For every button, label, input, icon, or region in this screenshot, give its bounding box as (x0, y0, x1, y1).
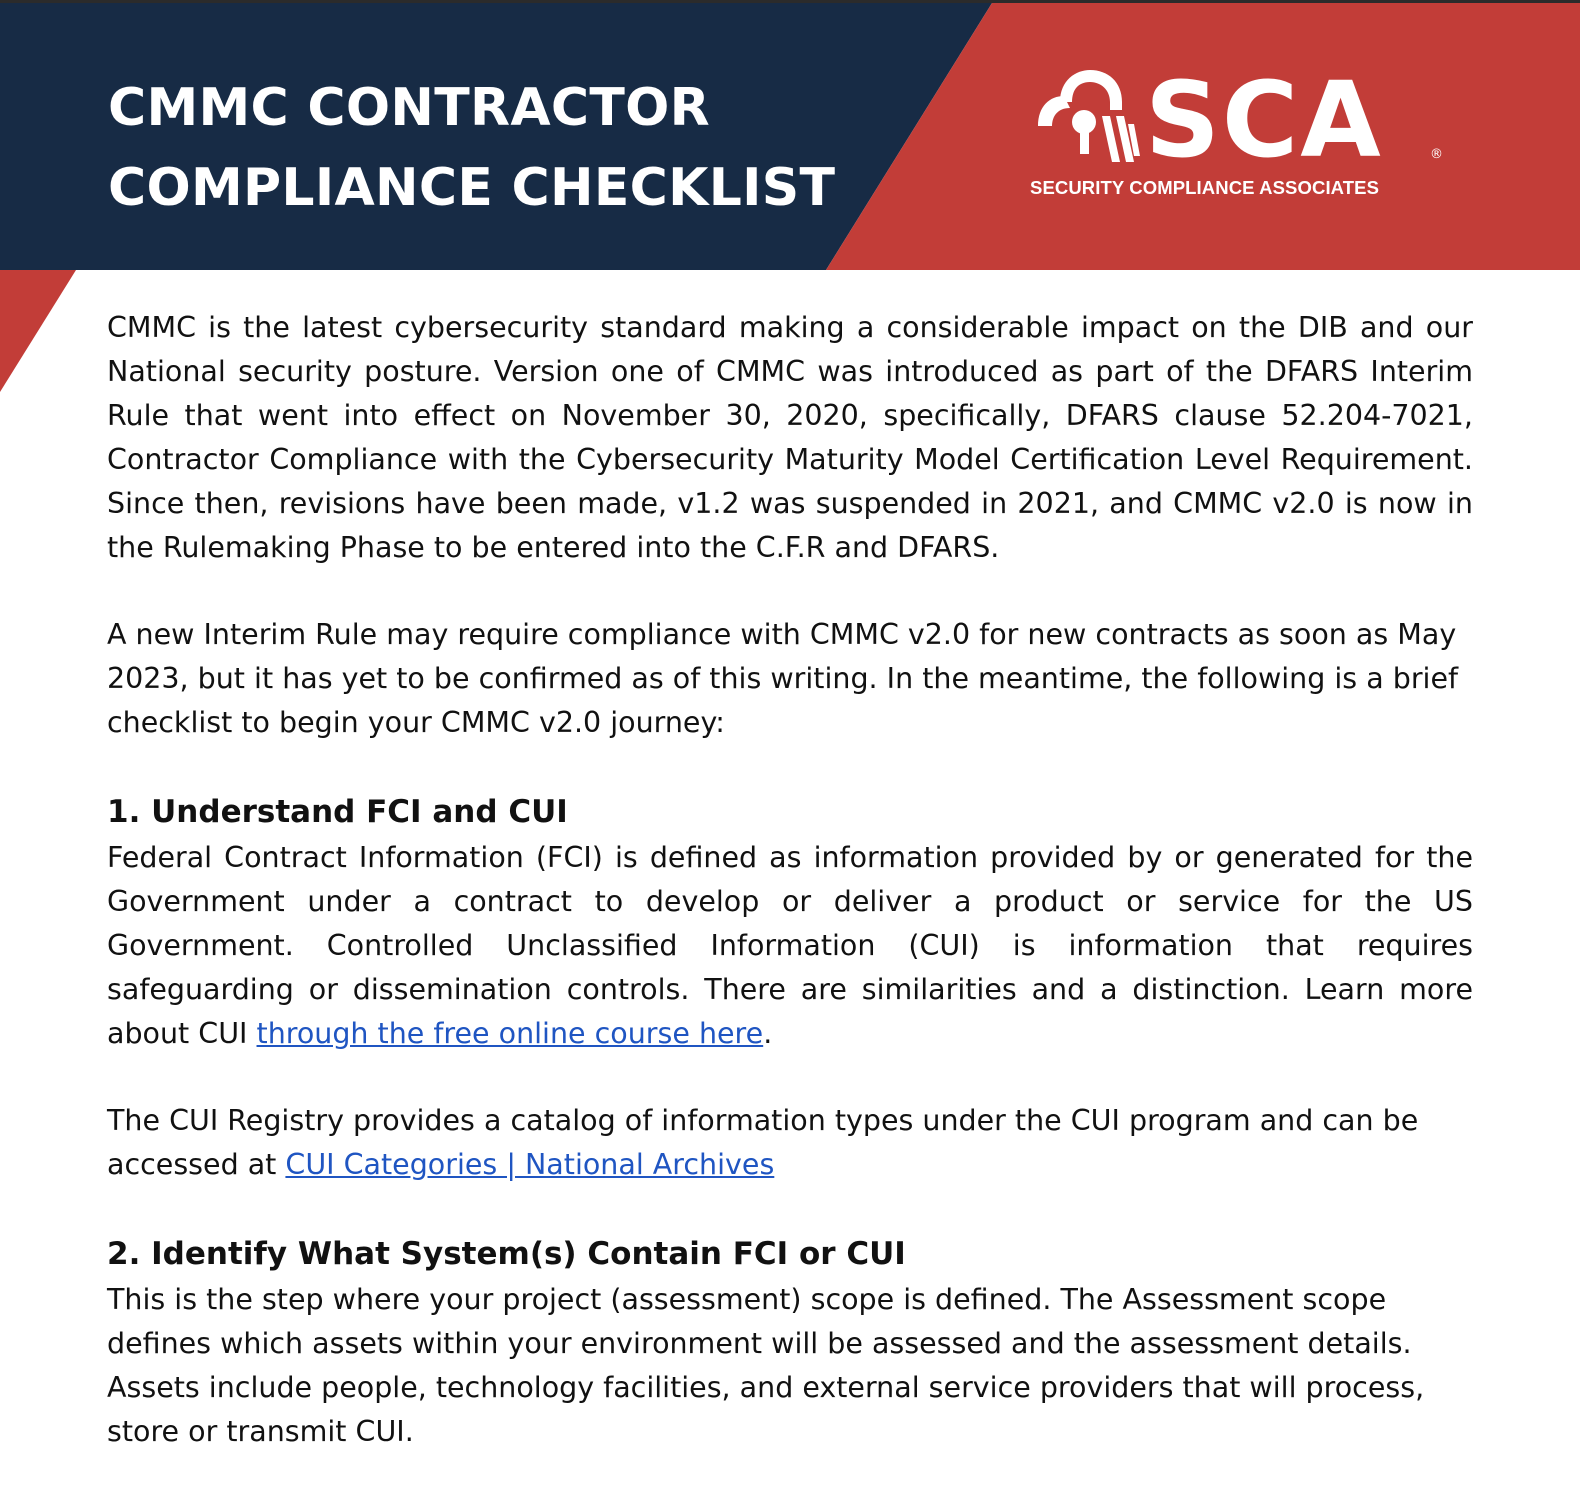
page-title-line-2: COMPLIANCE CHECKLIST (108, 158, 836, 218)
sca-wordmark: SCA (1145, 59, 1383, 181)
sca-tagline: SECURITY COMPLIANCE ASSOCIATES (1030, 177, 1380, 198)
page-title (108, 68, 835, 228)
registered-mark: ® (1430, 147, 1443, 162)
section-2-paragraph: This is the step where your project (assessment) scope is defined. The Assessment scope defines which assets within your environment will be assessed and the assessment details. Assets include people, technology facilities, and external service providers that will process, store or transmit CUI. (107, 1283, 1425, 1448)
header-top-rule (0, 0, 1580, 3)
section-1-paragraph-1-end: . (763, 1017, 773, 1050)
free-online-course-link[interactable]: through the free online course here (256, 1017, 764, 1050)
section-2-heading: 2. Identify What System(s) Contain FCI or CUI (107, 1236, 906, 1272)
document-body (107, 306, 1473, 1454)
page-title-line-1: CMMC CONTRACTOR (108, 78, 710, 138)
section-1-paragraph-2 (107, 1099, 1473, 1187)
section-1-paragraph-1-text: Federal Contract Information (FCI) is defined as information provided by or generated for the Government under a contract to develop or deliver a product or service for the US Government. Controlled Unclassified Information (CUI) is information that requires safeguarding or dissemination controls. There are similarities and a distinction. Learn more about CUI (107, 841, 1473, 1050)
intro-paragraph-2: A new Interim Rule may require compliance with CMMC v2.0 for new contracts as soon as May 2023, but it has yet to be confirmed as of this writing. In the meantime, the following is a brief checklist to begin your CMMC v2.0 journey: (107, 618, 1459, 739)
padlock-keyhole-icon (1030, 66, 1142, 166)
corner-red-accent (0, 270, 76, 392)
cui-categories-link[interactable]: CUI Categories | National Archives (285, 1148, 775, 1181)
sca-logo (1030, 60, 1450, 210)
section-1-heading: 1. Understand FCI and CUI (107, 794, 568, 830)
intro-paragraph-1: CMMC is the latest cybersecurity standard making a considerable impact on the DIB and our National security posture. Version one of CMMC was introduced as part of the DFARS Interim Rule that went into effect on November 30, 2020, specifically, DFARS clause 52.204-7021, Contractor Compliance with the Cybersecurity Maturity Model Certification Level Requirement. Since then, revisions have been made, v1.2 was suspended in 2021, and CMMC v2.0 is now in the Rulemaking Phase to be entered into the C.F.R and DFARS. (107, 311, 1473, 564)
section-1-paragraph-2-text: The CUI Registry provides a catalog of information types under the CUI program and can be accessed at (107, 1104, 1419, 1181)
section-1-paragraph-1 (107, 836, 1473, 1056)
